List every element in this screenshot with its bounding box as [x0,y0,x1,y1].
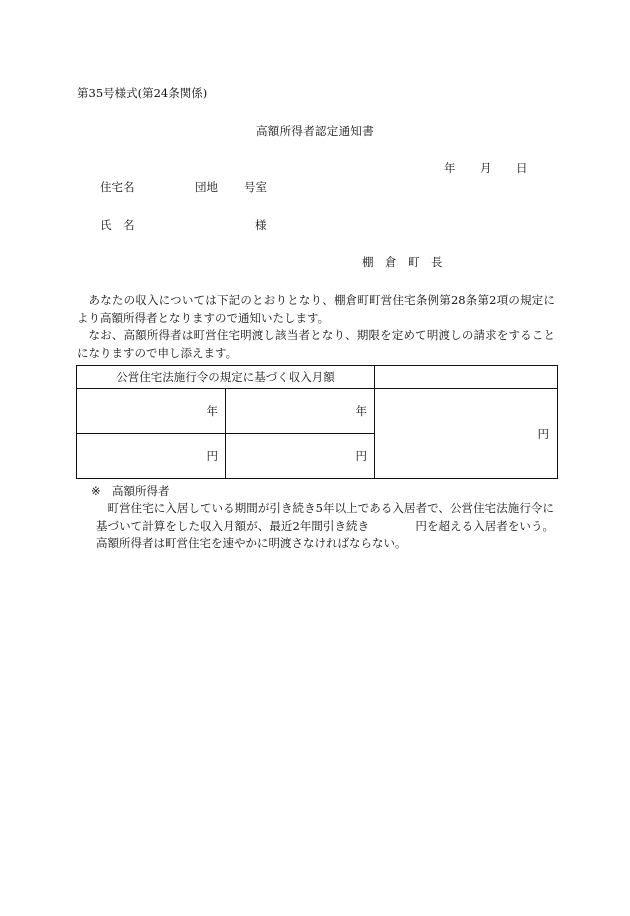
name-label: 氏 名 [100,218,135,232]
address-label: 住宅名 [100,180,135,194]
note-heading: 高額所得者 [112,484,170,498]
date-day-label: 日 [516,161,528,175]
date-year-label: 年 [444,161,456,175]
year-cell-1: 年 [77,389,226,434]
body-paragraph: なお、高額所得者は町営住宅明渡し該当者となり、期限を定めて明渡しの請求をすることになりますので申し添えます。 [77,328,555,360]
monthly-income-total-cell: 円 [375,389,558,479]
income-table-header: 公営住宅法施行令の規定に基づく収入月額 [77,366,375,389]
note-text: 町営住宅に入居している期間が引き続き5年以上である入居者で、公営住宅法施行令に基づいて計算をした収入月額が、最近2年間引き続き 円を超える入居者をいう。高額所得者は町営住宅を速やかに明渡さなければならない。 [96,501,554,550]
yen-cell-1: 円 [77,434,226,479]
document-title: 高額所得者認定通知書 [256,124,374,138]
body-paragraph: あなたの収入については下記のとおりとなり、棚倉町町営住宅条例第28条第2項の規定により高額所得者となりますので通知いたします。 [77,293,555,325]
note-body [96,500,554,553]
income-table-header-blank [375,366,558,389]
date-month-label: 月 [480,161,492,175]
honorific-label: 様 [255,218,267,232]
form-number-label: 第35号様式(第24条関係) [77,86,208,100]
danchi-label: 団地 [195,180,218,194]
body-text [77,292,555,362]
room-label: 号室 [244,180,267,194]
issuer-title: 棚 倉 町 長 [362,255,443,269]
income-table [76,365,558,479]
year-cell-2: 年 [226,389,375,434]
note-mark: ※ [91,484,101,498]
yen-cell-2: 円 [226,434,375,479]
